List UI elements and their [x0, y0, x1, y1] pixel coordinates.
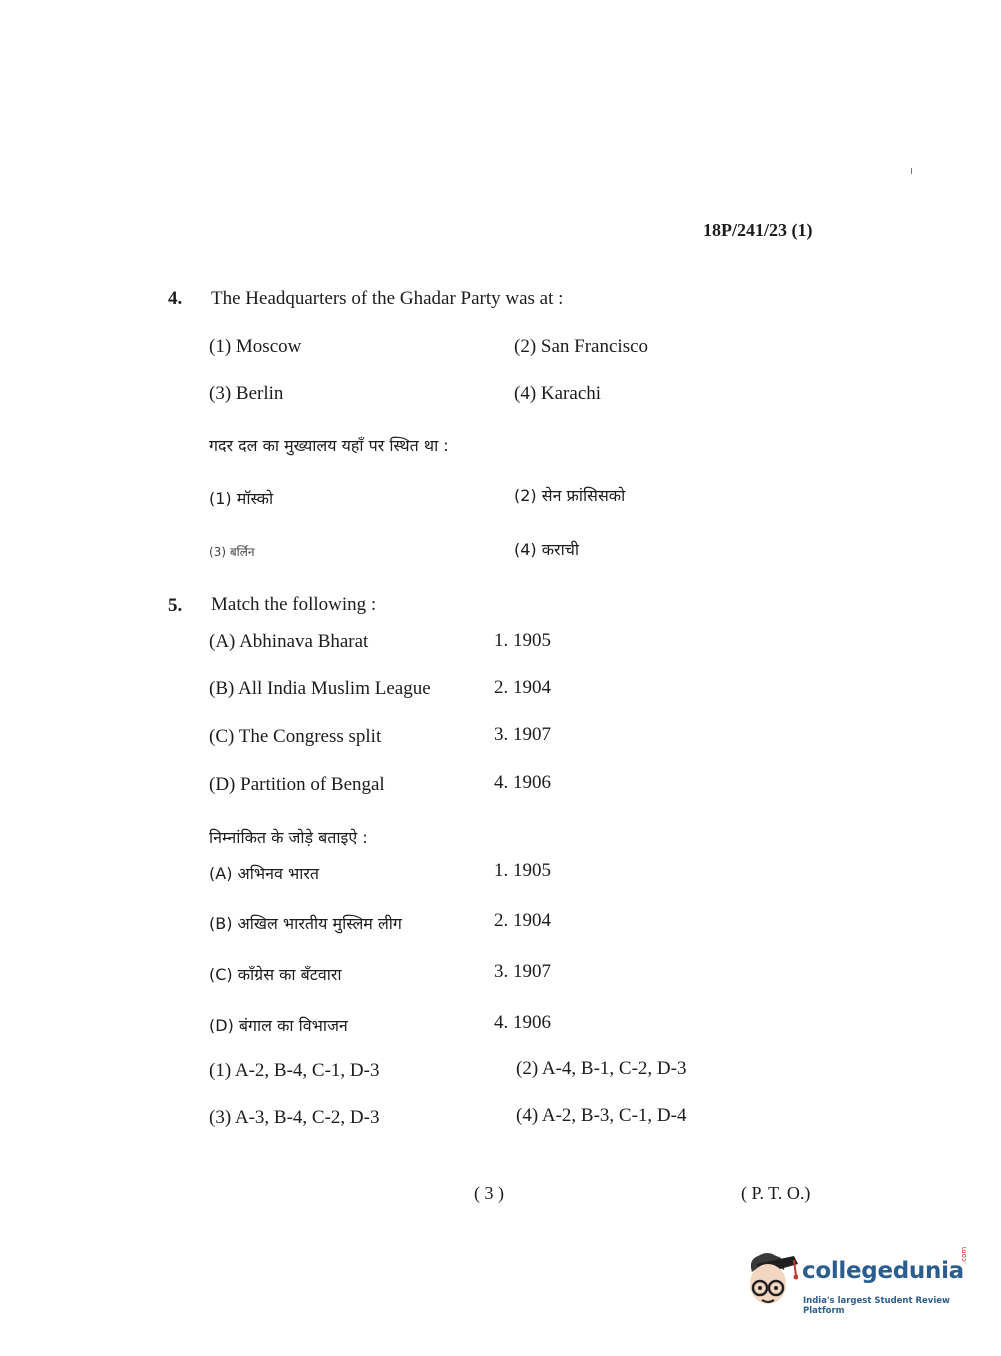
q4-option-3-hi: (3) बर्लिन [209, 545, 255, 559]
q5-left-c-hi: (C) कॉंग्रेस का बँटवारा [209, 965, 342, 984]
q5-left-b-hi: (B) अखिल भारतीय मुस्लिम लीग [209, 914, 402, 933]
q4-question-hi: गदर दल का मुख्यालय यहाँ पर स्थित था : [209, 436, 449, 455]
q5-left-a-hi: (A) अभिनव भारत [209, 864, 320, 883]
collegedunia-logo [742, 1246, 972, 1316]
q5-right-1-hi: 1. 1905 [494, 860, 551, 881]
q5-answer-4: (4) A-2, B-3, C-1, D-4 [516, 1105, 687, 1126]
q5-right-3-hi: 3. 1907 [494, 961, 551, 982]
q5-left-a-en: (A) Abhinava Bharat [209, 631, 369, 652]
page-number: ( 3 ) [474, 1183, 504, 1203]
q4-number: 4. [168, 288, 183, 309]
logo-suffix: .com [960, 1246, 968, 1264]
q5-answer-3: (3) A-3, B-4, C-2, D-3 [209, 1107, 380, 1128]
q4-option-2-hi: (2) सेन फ्रांसिसको [514, 486, 626, 505]
q5-left-c-en: (C) The Congress split [209, 726, 382, 747]
student-mascot-icon [742, 1250, 798, 1312]
q5-number: 5. [168, 595, 183, 616]
q5-right-2-en: 2. 1904 [494, 677, 551, 698]
logo-wordmark: collegedunia [802, 1258, 964, 1284]
logo-tagline: India's largest Student Review Platform [803, 1296, 950, 1316]
q4-option-3-en: (3) Berlin [209, 383, 284, 404]
q5-right-3-en: 3. 1907 [494, 724, 551, 745]
q4-option-4-en: (4) Karachi [514, 383, 602, 404]
scan-speck [911, 168, 912, 174]
q4-option-1-en: (1) Moscow [209, 336, 302, 357]
q4-question-en: The Headquarters of the Ghadar Party was at : [211, 288, 564, 309]
q4-option-4-hi: (4) कराची [514, 540, 580, 559]
q5-left-d-en: (D) Partition of Bengal [209, 774, 385, 795]
q5-right-2-hi: 2. 1904 [494, 910, 551, 931]
pto-label: ( P. T. O.) [741, 1183, 811, 1203]
q5-right-1-en: 1. 1905 [494, 630, 551, 651]
paper-code: 18P/241/23 (1) [703, 220, 813, 240]
q5-question-hi: निम्नांकित के जोड़े बताइऐ : [209, 828, 368, 847]
q5-answer-2: (2) A-4, B-1, C-2, D-3 [516, 1058, 687, 1079]
q5-right-4-en: 4. 1906 [494, 772, 551, 793]
q5-right-4-hi: 4. 1906 [494, 1012, 551, 1033]
q4-option-2-en: (2) San Francisco [514, 336, 649, 357]
q5-left-d-hi: (D) बंगाल का विभाजन [209, 1016, 348, 1035]
q4-option-1-hi: (1) मॉस्को [209, 489, 274, 508]
q5-left-b-en: (B) All India Muslim League [209, 678, 431, 699]
q5-answer-1: (1) A-2, B-4, C-1, D-3 [209, 1060, 380, 1081]
q5-question-en: Match the following : [211, 594, 377, 615]
